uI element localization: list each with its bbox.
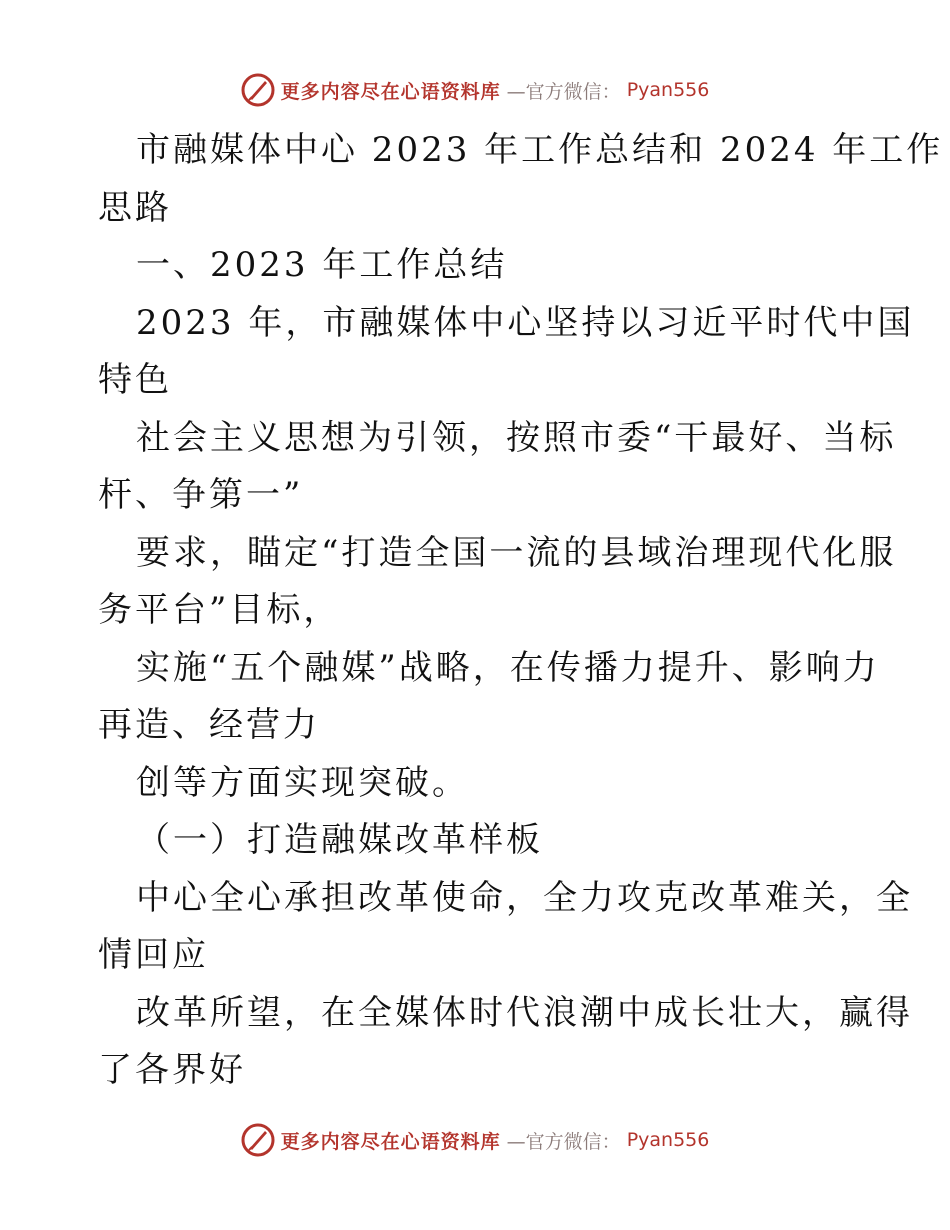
document-line: 改革所望，在全媒体时代浪潮中成长壮大，赢得 bbox=[136, 992, 913, 1033]
watermark-wechat-label: —官方微信： bbox=[506, 80, 621, 103]
footer-watermark bbox=[0, 1120, 950, 1160]
document-line: 思路 bbox=[98, 187, 172, 228]
document-line: 了各界好 bbox=[98, 1050, 246, 1090]
watermark-main-text: 更多内容尽在心语资料库 bbox=[280, 1130, 501, 1153]
watermark-wechat-label: —官方微信： bbox=[506, 1130, 621, 1153]
quill-logo-icon bbox=[241, 73, 275, 107]
document-line: 创等方面实现突破。 bbox=[136, 762, 469, 803]
document-body bbox=[98, 122, 944, 1100]
document-line: 2023 年，市融媒体中心坚持以习近平时代中国 bbox=[136, 302, 915, 343]
document-line: （一）打造融媒改革样板 bbox=[136, 820, 543, 860]
watermark-main-text: 更多内容尽在心语资料库 bbox=[280, 80, 501, 103]
header-watermark bbox=[0, 70, 950, 110]
document-line: 杆、争第一” bbox=[98, 475, 304, 515]
document-line: 社会主义思想为引领，按照市委“干最好、当标 bbox=[136, 417, 897, 458]
document-line: 中心全心承担改革使命，全力攻克改革难关，全 bbox=[136, 877, 913, 918]
document-line: 特色 bbox=[98, 360, 172, 400]
document-line: 实施“五个融媒”战略，在传播力提升、影响力 bbox=[136, 647, 880, 688]
watermark-wechat-id: Pyan556 bbox=[626, 1129, 710, 1151]
document-line: 一、2023 年工作总结 bbox=[136, 245, 508, 285]
document-line: 务平台”目标， bbox=[98, 590, 341, 630]
document-line: 情回应 bbox=[98, 935, 209, 975]
watermark-wechat-id: Pyan556 bbox=[626, 79, 710, 101]
document-line: 市融媒体中心 2023 年工作总结和 2024 年工作 bbox=[136, 130, 944, 170]
document-line: 要求，瞄定“打造全国一流的县域治理现代化服 bbox=[136, 532, 897, 573]
quill-logo-icon bbox=[241, 1123, 275, 1157]
document-line: 再造、经营力 bbox=[98, 705, 320, 745]
